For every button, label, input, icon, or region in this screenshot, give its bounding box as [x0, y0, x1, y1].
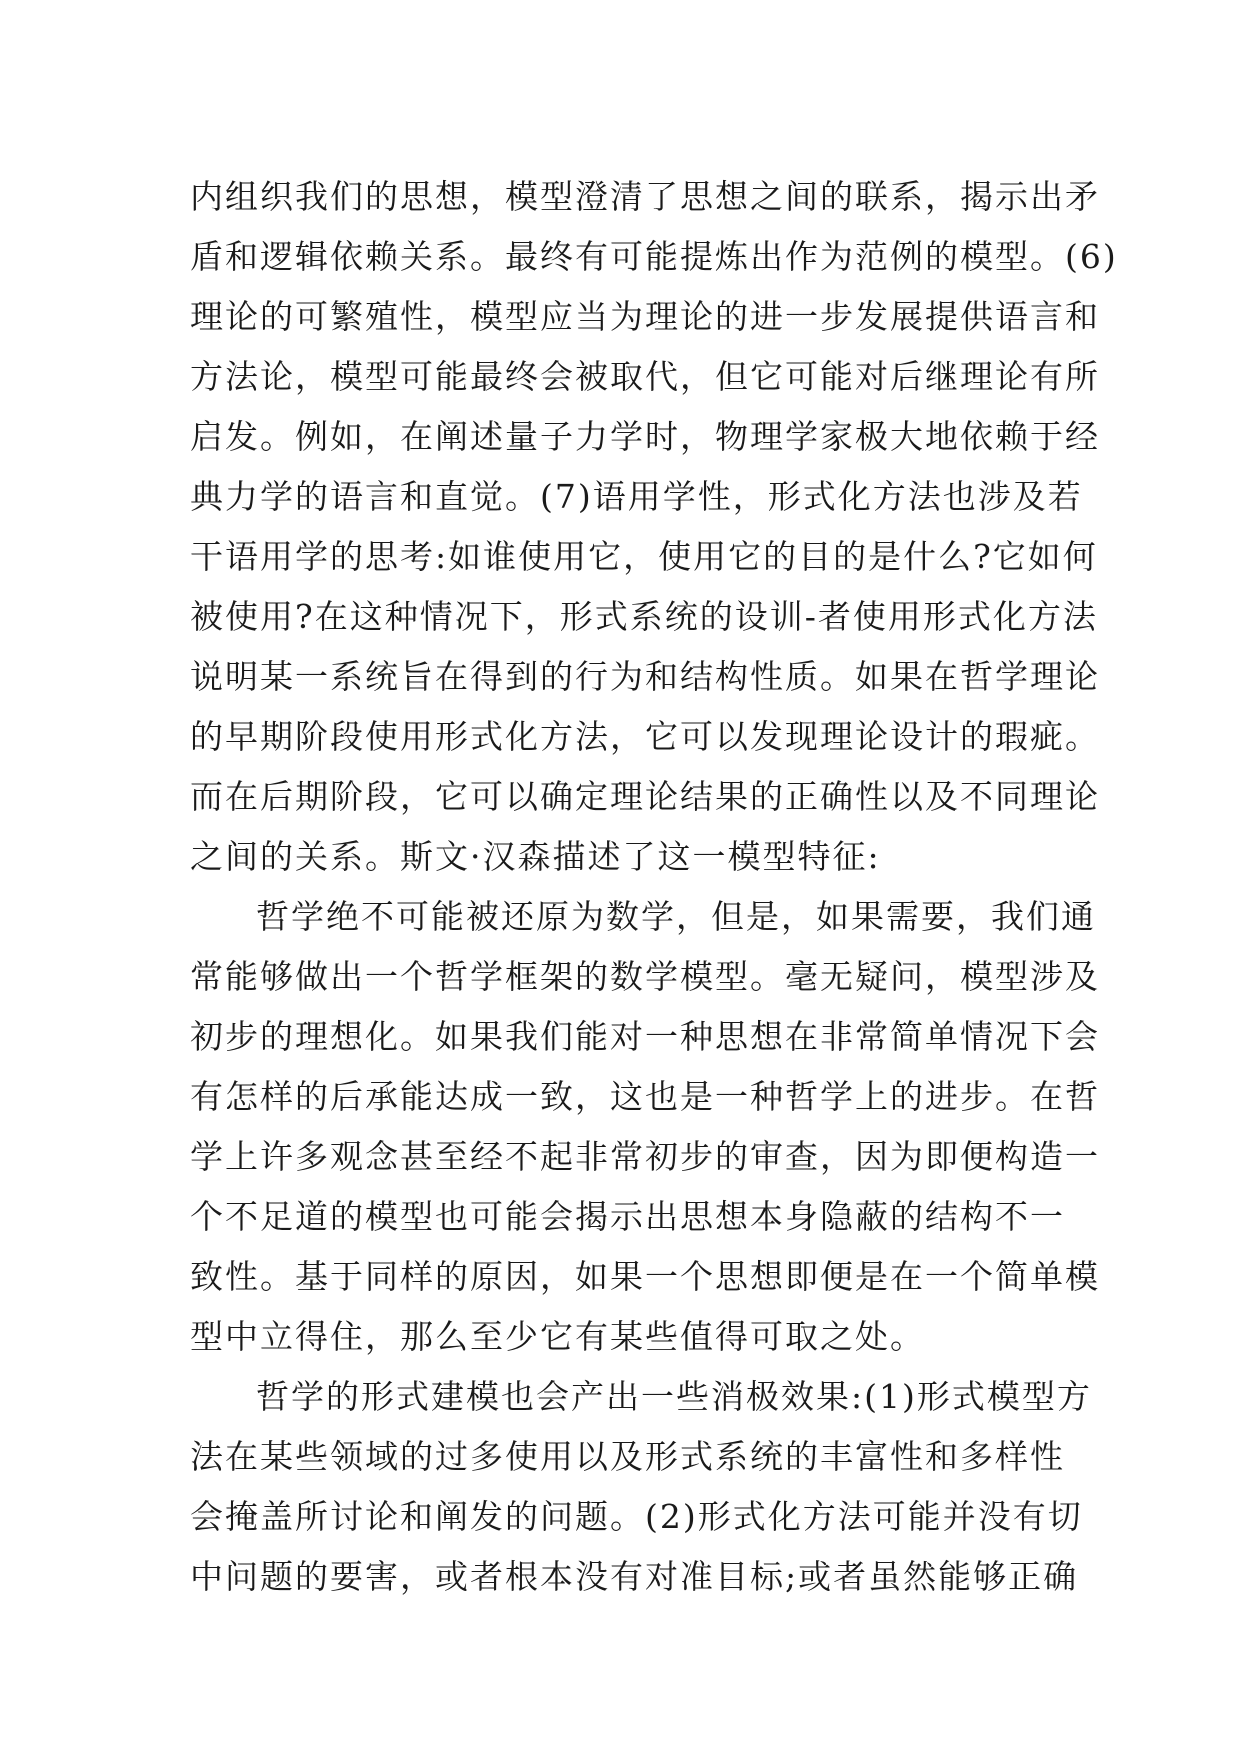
paragraph — [190, 1367, 1092, 1607]
text-line: 内组织我们的思想，模型澄清了思想之间的联系，揭示出矛 — [190, 177, 1100, 216]
text-line: 会掩盖所讨论和阐发的问题。(2)形式化方法可能并没有切 — [190, 1497, 1083, 1536]
text-line: 常能够做出一个哲学框架的数学模型。毫无疑问，模型涉及 — [190, 957, 1100, 996]
text-line: 说明某一系统旨在得到的行为和结构性质。如果在哲学理论 — [190, 657, 1100, 696]
text-line: 哲学的形式建模也会产出一些消极效果:(1)形式模型方 — [256, 1377, 1092, 1416]
text-line: 学上许多观念甚至经不起非常初步的审查，因为即便构造一 — [190, 1137, 1100, 1176]
text-line: 盾和逻辑依赖关系。最终有可能提炼出作为范例的模型。(6) — [190, 237, 1118, 276]
text-line: 理论的可繁殖性，模型应当为理论的进一步发展提供语言和 — [190, 297, 1100, 336]
text-line: 法在某些领域的过多使用以及形式系统的丰富性和多样性 — [190, 1437, 1065, 1476]
text-line: 典力学的语言和直觉。(7)语用学性，形式化方法也涉及若 — [190, 477, 1083, 516]
text-line: 中问题的要害，或者根本没有对准目标;或者虽然能够正确 — [190, 1557, 1079, 1596]
text-line: 哲学绝不可能被还原为数学，但是，如果需要，我们通 — [256, 897, 1096, 936]
text-line: 型中立得住，那么至少它有某些值得可取之处。 — [190, 1317, 925, 1356]
text-line: 个不足道的模型也可能会揭示出思想本身隐蔽的结构不一 — [190, 1197, 1065, 1236]
text-line: 致性。基于同样的原因，如果一个思想即便是在一个简单模 — [190, 1257, 1100, 1296]
text-line: 被使用?在这种情况下，形式系统的设训-者使用形式化方法 — [190, 597, 1098, 636]
text-line: 之间的关系。斯文·汉森描述了这一模型特征: — [190, 837, 881, 876]
text-line: 的早期阶段使用形式化方法，它可以发现理论设计的瑕疵。 — [190, 717, 1100, 756]
text-line: 有怎样的后承能达成一致，这也是一种哲学上的进步。在哲 — [190, 1077, 1100, 1116]
text-line: 而在后期阶段，它可以确定理论结果的正确性以及不同理论 — [190, 777, 1100, 816]
text-line: 干语用学的思考:如谁使用它，使用它的目的是什么?它如何 — [190, 537, 1098, 576]
body-text — [190, 167, 1118, 1607]
text-line: 初步的理想化。如果我们能对一种思想在非常简单情况下会 — [190, 1017, 1100, 1056]
text-line: 方法论，模型可能最终会被取代，但它可能对后继理论有所 — [190, 357, 1100, 396]
text-line: 启发。例如，在阐述量子力学时，物理学家极大地依赖于经 — [190, 417, 1100, 456]
paragraph — [190, 887, 1100, 1367]
paragraph — [190, 167, 1118, 887]
